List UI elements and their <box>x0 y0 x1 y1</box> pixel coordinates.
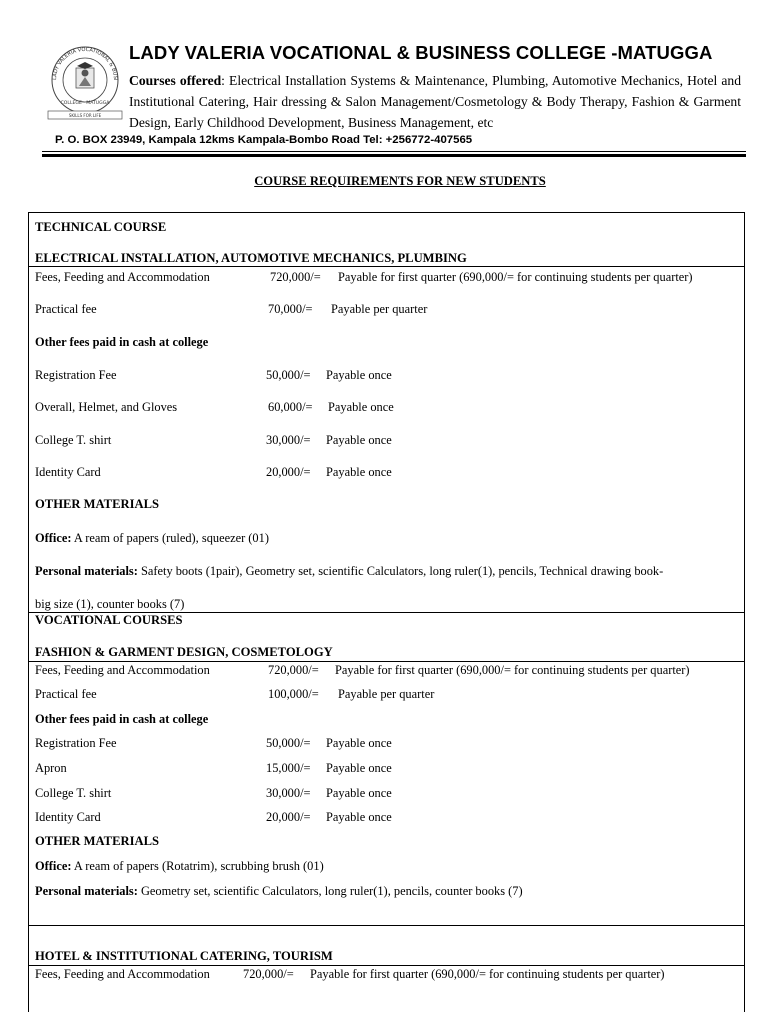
college-address: P. O. BOX 23949, Kampala 12kms Kampala-Bombo Road Tel: +256772-407565 <box>55 134 473 146</box>
fee-label: Identity Card <box>35 465 101 479</box>
technical-section-heading: TECHNICAL COURSE <box>35 220 167 234</box>
fee-note: Payable once <box>326 368 392 382</box>
fee-amount: 70,000/= <box>268 302 313 316</box>
fee-amount: 60,000/= <box>268 400 313 414</box>
header-divider-thin <box>42 151 746 152</box>
courses-offered <box>129 70 741 133</box>
office-materials <box>35 531 269 546</box>
svg-text:COLLEGE · MATUGGA: COLLEGE · MATUGGA <box>60 101 110 106</box>
row-divider <box>28 965 745 966</box>
personal-materials <box>35 884 523 899</box>
fee-amount: 720,000/= <box>270 270 321 284</box>
fee-label: Fees, Feeding and Accommodation <box>35 270 210 284</box>
vocational-courses-heading: FASHION & GARMENT DESIGN, COSMETOLOGY <box>35 645 333 659</box>
row-divider <box>28 661 745 662</box>
fee-note: Payable once <box>328 400 394 414</box>
fee-label: Fees, Feeding and Accommodation <box>35 967 210 981</box>
fee-note: Payable per quarter <box>331 302 428 316</box>
fee-note: Payable per quarter <box>338 687 435 701</box>
fee-amount: 30,000/= <box>266 786 311 800</box>
personal-materials <box>35 564 663 579</box>
section-divider <box>28 925 745 926</box>
fee-note: Payable once <box>326 786 392 800</box>
fee-label: Registration Fee <box>35 736 117 750</box>
fee-amount: 100,000/= <box>268 687 319 701</box>
fee-note: Payable for first quarter (690,000/= for continuing students per quarter) <box>338 270 693 284</box>
fee-label: Identity Card <box>35 810 101 824</box>
fee-label: Overall, Helmet, and Gloves <box>35 400 178 414</box>
fee-note: Payable for first quarter (690,000/= for continuing students per quarter) <box>335 663 690 677</box>
fee-label: Apron <box>35 761 67 775</box>
college-name: LADY VALERIA VOCATIONAL & BUSINESS COLLEGE -MATUGGA <box>129 42 713 63</box>
fee-note: Payable once <box>326 736 392 750</box>
fee-label: Fees, Feeding and Accommodation <box>35 663 210 677</box>
header-divider-thick <box>42 154 746 157</box>
vocational-section-heading: VOCATIONAL COURSES <box>35 613 183 627</box>
personal-text-continued: big size (1), counter books (7) <box>35 597 185 611</box>
personal-text: Geometry set, scientific Calculators, long ruler(1), pencils, counter books (7) <box>137 884 523 898</box>
office-label: Office: <box>35 531 72 545</box>
fee-amount: 30,000/= <box>266 433 311 447</box>
office-text: A ream of papers (Rotatrim), scrubbing brush (01) <box>71 859 324 873</box>
courses-offered-text: : Electrical Installation Systems & Maintenance, Plumbing, Automotive Mechanics, Hotel and Institutional Catering, Hair dressing & Salon Management/Cosmetology & Body Therapy, Fashion & Garment Design, Early Childhood Development, Business Management, etc <box>129 73 741 130</box>
document-title: COURSE REQUIREMENTS FOR NEW STUDENTS <box>254 174 546 188</box>
other-materials-heading: OTHER MATERIALS <box>35 834 159 848</box>
fee-amount: 720,000/= <box>243 967 294 981</box>
fee-amount: 50,000/= <box>266 736 311 750</box>
personal-label: Personal materials: <box>35 564 138 578</box>
fee-amount: 720,000/= <box>268 663 319 677</box>
courses-offered-label: Courses offered <box>129 73 222 88</box>
fee-amount: 20,000/= <box>266 465 311 479</box>
office-materials <box>35 859 324 874</box>
office-text: A ream of papers (ruled), squeezer (01) <box>71 531 269 545</box>
row-divider <box>28 266 745 267</box>
fee-label: College T. shirt <box>35 433 112 447</box>
fee-note: Payable for first quarter (690,000/= for continuing students per quarter) <box>310 967 665 981</box>
fee-amount: 20,000/= <box>266 810 311 824</box>
fee-label: Registration Fee <box>35 368 117 382</box>
svg-text:LADY VALERIA VOCATIONAL & BUSI: LADY VALERIA VOCATIONAL & BUSI <box>51 46 119 81</box>
other-fees-heading: Other fees paid in cash at college <box>35 712 209 726</box>
hotel-courses-heading: HOTEL & INSTITUTIONAL CATERING, TOURISM <box>35 949 333 963</box>
fee-amount: 15,000/= <box>266 761 311 775</box>
fee-label: College T. shirt <box>35 786 112 800</box>
fee-label: Practical fee <box>35 302 97 316</box>
fee-note: Payable once <box>326 433 392 447</box>
office-label: Office: <box>35 859 72 873</box>
fee-note: Payable once <box>326 810 392 824</box>
technical-courses-heading: ELECTRICAL INSTALLATION, AUTOMOTIVE MECHANICS, PLUMBING <box>35 251 467 265</box>
fee-note: Payable once <box>326 465 392 479</box>
personal-label: Personal materials: <box>35 884 138 898</box>
personal-text: Safety boots (1pair), Geometry set, scientific Calculators, long ruler(1), pencils, Technical drawing book- <box>137 564 664 578</box>
fee-label: Practical fee <box>35 687 97 701</box>
svg-text:SKILLS FOR LIFE: SKILLS FOR LIFE <box>68 113 102 118</box>
other-fees-heading: Other fees paid in cash at college <box>35 335 209 349</box>
fee-amount: 50,000/= <box>266 368 311 382</box>
other-materials-heading: OTHER MATERIALS <box>35 497 159 511</box>
fee-note: Payable once <box>326 761 392 775</box>
college-logo <box>46 40 124 122</box>
